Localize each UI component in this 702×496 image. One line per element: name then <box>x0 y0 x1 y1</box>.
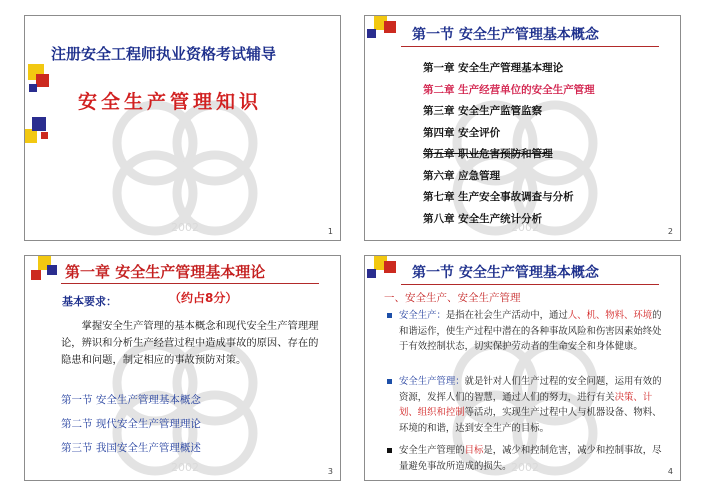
bullet-management-goal <box>387 443 664 474</box>
chapter-item[interactable]: 第八章 安全生产统计分析 <box>423 212 543 225</box>
bullet-safety-production <box>387 308 664 355</box>
deco-square-red <box>384 261 396 273</box>
page-number: 1 <box>327 227 333 236</box>
deco-square-blue <box>367 29 376 38</box>
deco-square-red <box>36 74 49 87</box>
deco-square-yellow <box>25 129 37 143</box>
subheading: 一、安全生产、安全生产管理 <box>384 292 521 304</box>
watermark-year: 2002 <box>171 461 199 474</box>
page-number: 3 <box>327 467 333 476</box>
chapter-item[interactable]: 第六章 应急管理 <box>423 169 501 182</box>
term: 安全生产： <box>399 310 446 321</box>
slide-1[interactable] <box>24 15 341 241</box>
deco-square-blue <box>29 84 37 92</box>
slide-4-header: 第一节 安全生产管理基本概念 <box>412 265 599 281</box>
header-rule <box>401 46 659 47</box>
deco-square-red <box>384 21 396 33</box>
section-link-3[interactable]: 第三节 我国安全生产管理概述 <box>61 442 201 454</box>
chapter-item[interactable]: 第四章 安全评价 <box>423 126 501 139</box>
watermark-year: 2002 <box>171 221 199 234</box>
text: 安全生产管理的 <box>399 445 465 456</box>
section-link-2[interactable]: 第二节 现代安全生产管理理论 <box>61 418 201 430</box>
page-number: 4 <box>667 467 673 476</box>
text: 的和谐运作，使生产过程中潜在的各种事故风险和伤害因素始终处于有效控制状态，切实保护劳动者的生命安全和身体健康。 <box>399 310 662 352</box>
slide-3-header: 第一章 安全生产管理基本理论 <box>65 263 266 281</box>
chapter-item[interactable]: 第一章 安全生产管理基本理论 <box>423 62 564 74</box>
exam-weight: （约占8分） <box>169 291 238 305</box>
watermark-year: 2002 <box>511 461 539 474</box>
requirement-label: 基本要求： <box>62 295 117 308</box>
chapter-list <box>423 60 595 232</box>
bullet-safety-management <box>387 374 664 436</box>
text: 是指在社会生产活动中，通过 <box>445 310 568 321</box>
slide-2-header: 第一节 安全生产管理基本概念 <box>412 27 599 43</box>
slide-3[interactable] <box>24 255 341 481</box>
chapter-item[interactable]: 第五章 职业危害预防和管理 <box>423 148 553 160</box>
highlight: 决策、计划、组织和控制 <box>399 391 653 418</box>
header-rule <box>61 283 319 284</box>
slide-2[interactable] <box>364 15 681 241</box>
chapter-item[interactable]: 第七章 生产安全事故调查与分析 <box>423 191 574 203</box>
text: 等活动，实现生产过程中人与机器设备、物料、环境的和谐，达到安全生产的目标。 <box>399 407 662 434</box>
bullet-square-icon <box>387 379 392 384</box>
bullet-square-icon <box>387 448 392 453</box>
requirement-paragraph: 掌握安全生产管理的基本概念和现代安全生产管理理论，辨识和分析生产经营过程中造成事故的原因、存在的隐患和问题，制定相应的事故预防对策。 <box>61 320 319 366</box>
watermark-year: 2002 <box>511 221 539 234</box>
deco-square-blue <box>32 117 46 131</box>
deco-square-blue <box>47 265 57 275</box>
section-link-1[interactable]: 第一节 安全生产管理基本概念 <box>61 394 201 406</box>
chapter-item[interactable]: 第二章 生产经营单位的安全生产管理 <box>423 83 595 96</box>
chapter-item[interactable]: 第三章 安全生产监管监察 <box>423 105 543 117</box>
deco-square-red <box>41 132 48 139</box>
slide-4[interactable] <box>364 255 681 481</box>
highlight: 人、机、物料、环境 <box>567 310 653 321</box>
highlight: 目标 <box>464 445 484 456</box>
page-number: 2 <box>667 227 673 236</box>
bullet-square-icon <box>387 313 392 318</box>
slide-1-title: 注册安全工程师执业资格考试辅导 <box>51 45 277 63</box>
term: 安全生产管理： <box>399 376 465 387</box>
slide-1-subtitle: 安全生产管理知识 <box>78 91 263 113</box>
text: 是，减少和控制危害，减少和控制事故，尽量避免事故所造成的损失。 <box>399 445 662 472</box>
header-rule <box>401 284 659 285</box>
text: 就是针对人们生产过程的安全问题，运用有效的资源，发挥人们的智慧，通过人们的努力，进行有关 <box>399 376 662 403</box>
deco-square-blue <box>367 269 376 278</box>
deco-square-red <box>31 270 41 280</box>
